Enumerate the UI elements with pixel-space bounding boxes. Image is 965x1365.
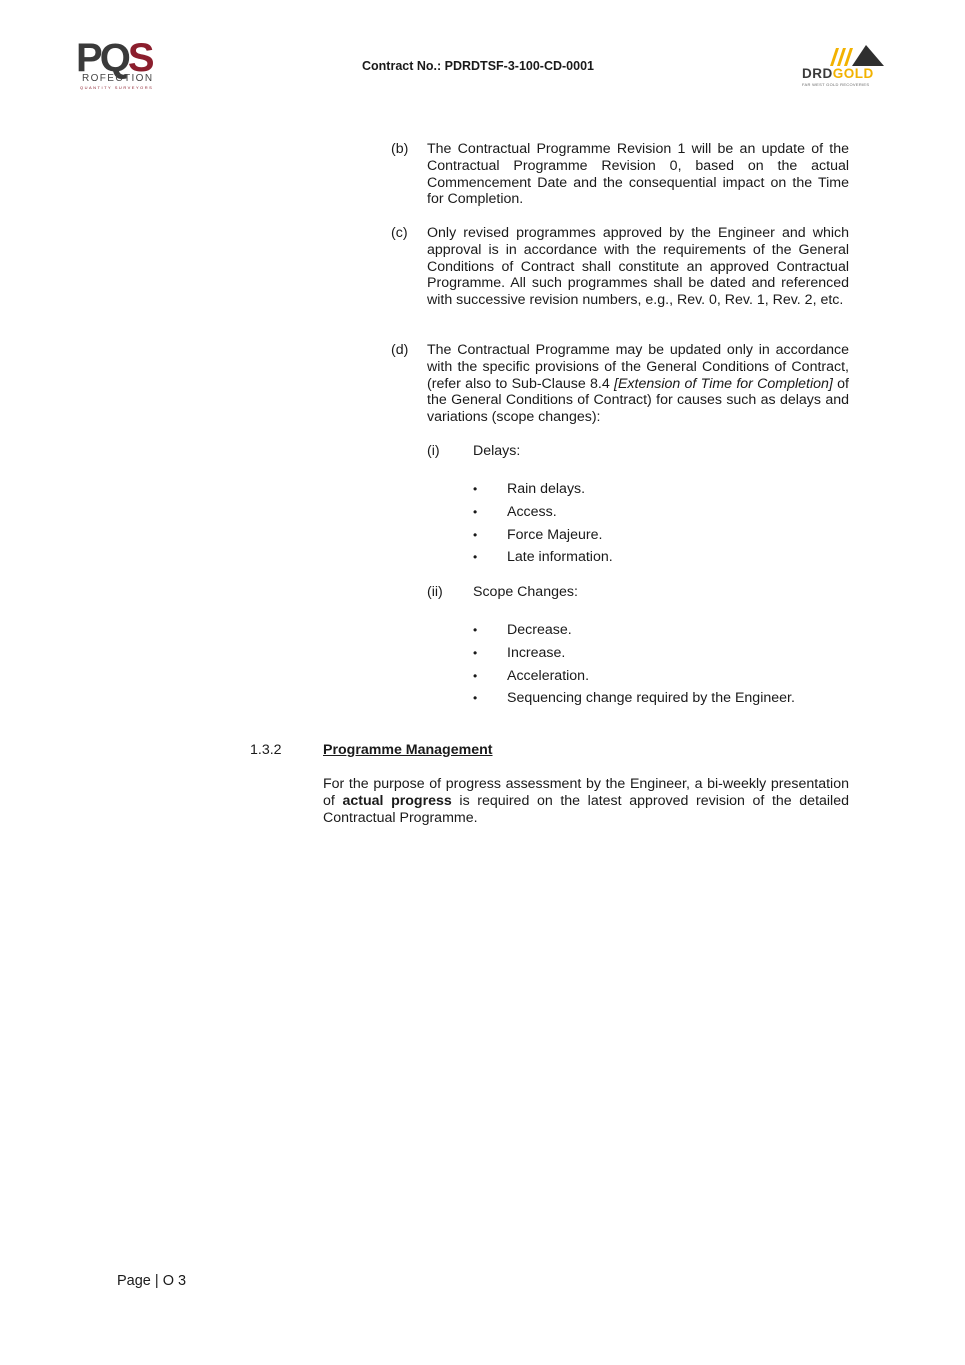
pqs-logo-tagline: QUANTITY SURVEYORS (80, 85, 154, 90)
bullet: • (473, 646, 478, 660)
drdgold-logo (800, 44, 888, 90)
clause-label: (b) (391, 141, 409, 157)
clause-label: (d) (391, 342, 409, 358)
list-item: Access. (507, 504, 557, 520)
list-item: Late information. (507, 549, 613, 565)
bullet: • (473, 623, 478, 637)
emphasis-text: actual progress (342, 792, 452, 809)
bullet: • (473, 482, 478, 496)
clause-text: The Contractual Programme may be updated only in accordance with the specific provisions of the General Conditions of Contract, (refer also to Sub-Clause 8.4 [Extension of Time for Completion] of the General Conditions of Contract) for causes such as delays and variations (scope changes): (427, 342, 849, 426)
subclause-label: (ii) (427, 584, 443, 600)
clause-label: (c) (391, 225, 408, 241)
list-item: Decrease. (507, 622, 572, 638)
clause-text: Only revised programmes approved by the Engineer and which approval is in accordance with the requirements of the General Conditions of Contract shall constitute an approved Contractual Programme. All such programmes shall be dated and referenced with successive revision numbers, e.g., Rev. 0, Rev. 1, Rev. 2, etc. (427, 225, 849, 309)
clause-reference: [Extension of Time for Completion] (614, 375, 833, 392)
contract-number: Contract No.: PDRDTSF-3-100-CD-0001 (362, 59, 594, 73)
subclause-title: Scope Changes: (473, 584, 578, 600)
list-item: Increase. (507, 645, 566, 661)
drdgold-mountain-icon (828, 44, 886, 68)
bullet: • (473, 691, 478, 705)
list-item: Acceleration. (507, 668, 590, 684)
pqs-logo-subtitle: ROFECTION (82, 73, 154, 84)
list-item: Sequencing change required by the Engineer. (507, 690, 795, 706)
pqs-logo-letters: PQS (76, 36, 152, 80)
bullet: • (473, 528, 478, 542)
page-number: Page | O 3 (117, 1273, 187, 1289)
drdgold-tagline: FAR WEST GOLD RECOVERIES (802, 82, 870, 87)
list-item: Rain delays. (507, 481, 586, 497)
section-paragraph: For the purpose of progress assessment by the Engineer, a bi-weekly presentation of actual progress is required on the latest approved revision of the detailed Contractual Programme. (323, 776, 849, 826)
subclause-label: (i) (427, 443, 440, 459)
subclause-title: Delays: (473, 443, 521, 459)
bullet: • (473, 505, 478, 519)
list-item: Force Majeure. (507, 527, 603, 543)
bullet: • (473, 669, 478, 683)
section-number: 1.3.2 (250, 742, 282, 758)
pqs-logo (76, 36, 158, 90)
clause-text: The Contractual Programme Revision 1 will be an update of the Contractual Programme Revision 0, based on the actual Commencement Date and the consequential impact on the Time for Completion. (427, 141, 849, 208)
bullet: • (473, 550, 478, 564)
drdgold-wordmark: DRDGOLD (802, 66, 874, 81)
section-title: Programme Management (323, 742, 493, 758)
